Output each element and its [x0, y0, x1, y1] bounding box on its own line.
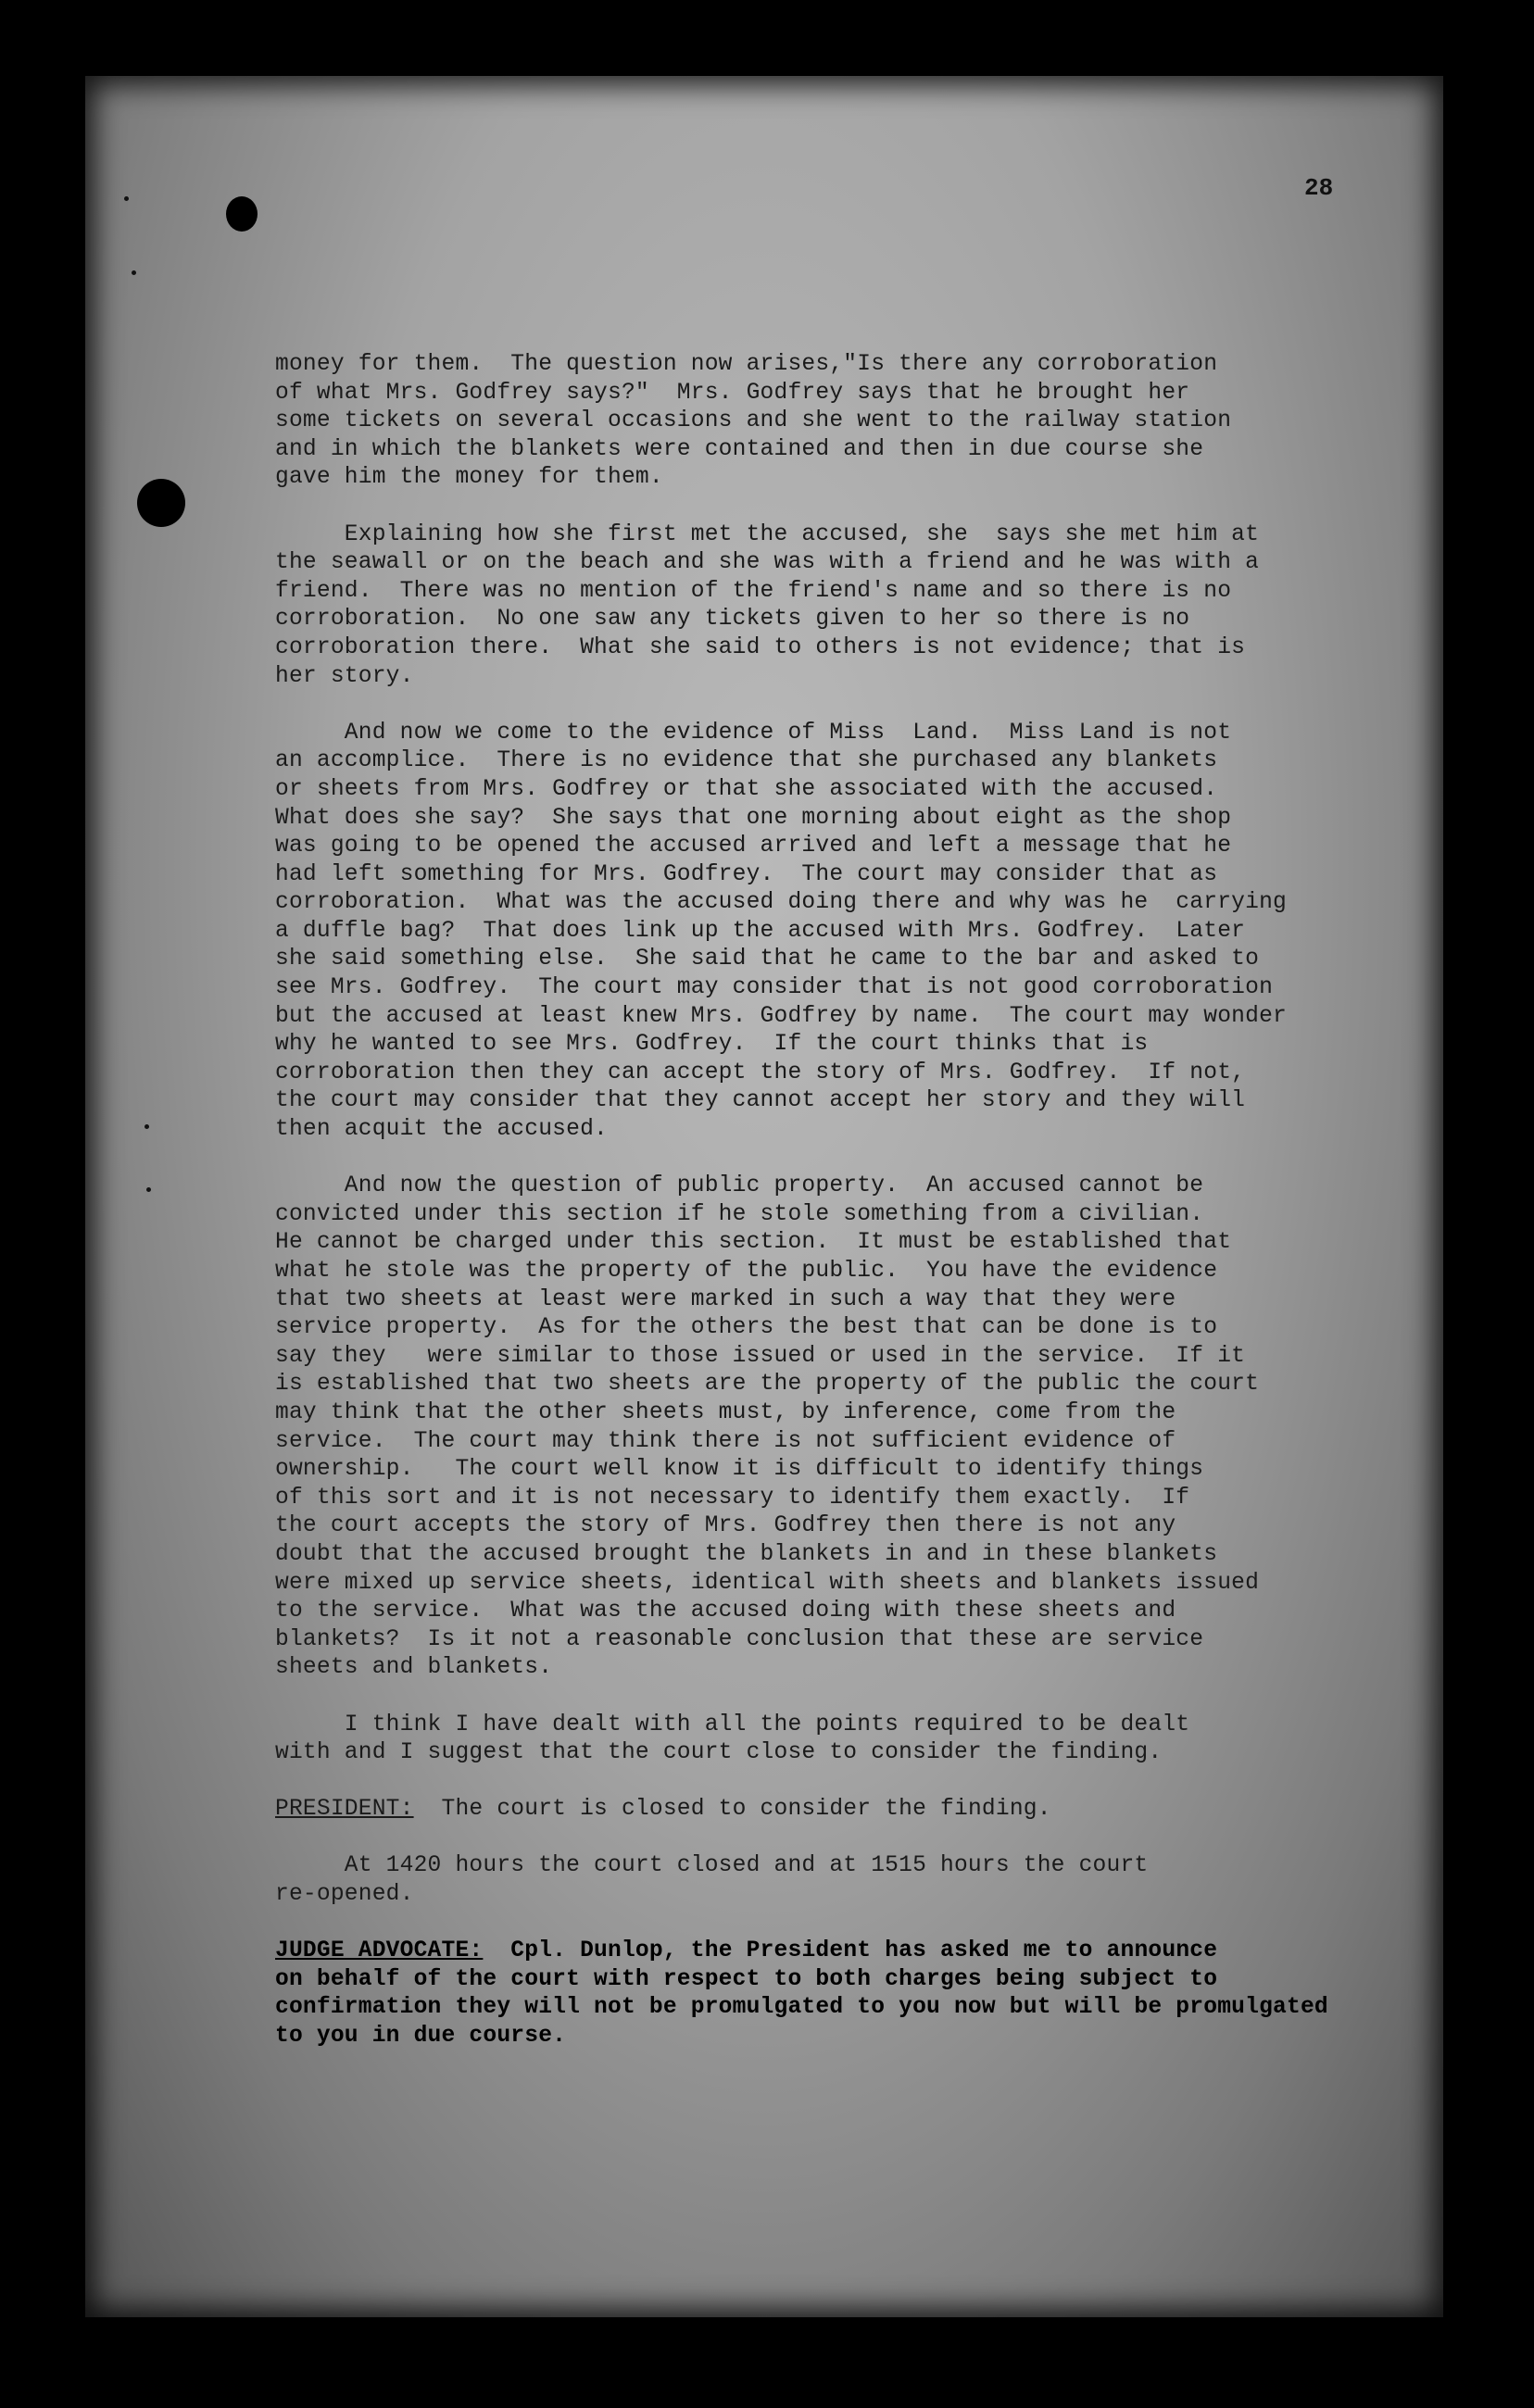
text-line	[275, 1116, 1443, 1145]
text-line	[275, 1796, 1443, 1825]
line-text: re-opened.	[275, 1882, 414, 1908]
line-text: say they were similar to those issued or used in the service. If it	[275, 1343, 1246, 1369]
line-text: with and I suggest that the court close to consider the finding.	[275, 1740, 1163, 1766]
text-line	[275, 436, 1443, 465]
text-line	[275, 1173, 1443, 1201]
text-line	[275, 578, 1443, 607]
punch-hole-top	[226, 196, 258, 232]
line-text: Explaining how she first met the accused, she says she met him at	[275, 521, 1260, 547]
paragraph-gap	[275, 1768, 1443, 1797]
line-text: What does she say? She says that one morning about eight as the shop	[275, 805, 1232, 831]
line-text: corroboration then they can accept the story of Mrs. Godfrey. If not,	[275, 1060, 1246, 1085]
document-body	[275, 351, 1443, 2051]
line-text: And now the question of public property. An accused cannot be	[275, 1173, 1204, 1199]
text-line	[275, 464, 1443, 493]
line-text: is established that two sheets are the property of the public the court	[275, 1372, 1260, 1398]
speaker-label: PRESIDENT:	[275, 1797, 414, 1823]
line-text: an accomplice. There is no evidence that she purchased any blankets	[275, 748, 1218, 774]
text-line	[275, 1598, 1443, 1626]
text-line	[275, 1428, 1443, 1457]
line-text: and in which the blankets were contained and then in due course she	[275, 436, 1204, 462]
speck	[145, 1124, 149, 1129]
text-line	[275, 549, 1443, 578]
text-line	[275, 1881, 1443, 1910]
line-text: but the accused at least knew Mrs. Godfrey by name. The court may wonder	[275, 1003, 1287, 1029]
line-text: some tickets on several occasions and she went to the railway station	[275, 408, 1232, 434]
line-text: of what Mrs. Godfrey says?" Mrs. Godfrey says that he brought her	[275, 380, 1190, 406]
paragraph-gap	[275, 1825, 1443, 1853]
paragraph-gap	[275, 493, 1443, 521]
text-line	[275, 889, 1443, 918]
line-text: a duffle bag? That does link up the accused with Mrs. Godfrey. Later	[275, 918, 1246, 944]
text-line	[275, 1456, 1443, 1485]
line-text: The court is closed to consider the finding.	[413, 1797, 1051, 1823]
text-line	[275, 1399, 1443, 1428]
line-text: was going to be opened the accused arrived and left a message that he	[275, 834, 1232, 859]
line-text: the court accepts the story of Mrs. Godfrey then there is not any	[275, 1513, 1176, 1539]
page-number: 28	[1304, 174, 1334, 202]
line-text: service property. As for the others the best that can be done is to	[275, 1315, 1218, 1341]
line-text: to the service. What was the accused doing with these sheets and	[275, 1599, 1176, 1624]
line-text: on behalf of the court with respect to both charges being subject to	[275, 1966, 1218, 1992]
text-line	[275, 1229, 1443, 1258]
text-line	[275, 1371, 1443, 1399]
text-line	[275, 1541, 1443, 1570]
speck	[146, 1187, 151, 1192]
line-text: convicted under this section if he stole something from a civilian.	[275, 1201, 1204, 1227]
line-text: or sheets from Mrs. Godfrey or that she associated with the accused.	[275, 776, 1218, 802]
paragraph-gap	[275, 1910, 1443, 1938]
text-line	[275, 606, 1443, 634]
line-text: why he wanted to see Mrs. Godfrey. If the court thinks that is	[275, 1032, 1149, 1058]
punch-hole-middle	[137, 479, 185, 527]
line-text: see Mrs. Godfrey. The court may consider that is not good corroboration	[275, 975, 1274, 1001]
text-line	[275, 663, 1443, 692]
text-line	[275, 1739, 1443, 1768]
line-text: He cannot be charged under this section. It must be established that	[275, 1230, 1232, 1256]
text-line	[275, 1626, 1443, 1655]
line-text: were mixed up service sheets, identical with sheets and blankets issued	[275, 1570, 1260, 1596]
text-line	[275, 974, 1443, 1003]
line-text: confirmation they will not be promulgated to you now but will be promulgated	[275, 1995, 1328, 2021]
line-text: I think I have dealt with all the points required to be dealt	[275, 1712, 1190, 1737]
text-line	[275, 1343, 1443, 1372]
text-line	[275, 1201, 1443, 1230]
line-text: At 1420 hours the court closed and at 1515 hours the court	[275, 1853, 1149, 1879]
line-text: she said something else. She said that he came to the bar and asked to	[275, 947, 1260, 972]
line-text: And now we come to the evidence of Miss Land. Miss Land is not	[275, 720, 1232, 746]
line-text: Cpl. Dunlop, the President has asked me to announce	[483, 1938, 1218, 1964]
text-line	[275, 1654, 1443, 1683]
line-text: the court may consider that they cannot accept her story and they will	[275, 1088, 1246, 1114]
line-text: corroboration. What was the accused doing there and why was he carrying	[275, 890, 1287, 916]
text-line	[275, 1060, 1443, 1088]
speaker-label: JUDGE ADVOCATE:	[275, 1938, 484, 1964]
text-line	[275, 747, 1443, 776]
text-line	[275, 1031, 1443, 1060]
text-line	[275, 1712, 1443, 1740]
speck	[132, 270, 136, 275]
text-line	[275, 861, 1443, 890]
line-text: gave him the money for them.	[275, 465, 663, 491]
text-line	[275, 776, 1443, 805]
text-line	[275, 2023, 1443, 2051]
line-text: to you in due course.	[275, 2024, 567, 2050]
text-line	[275, 1258, 1443, 1286]
line-text: blankets? Is it not a reasonable conclusion that these are service	[275, 1626, 1204, 1652]
text-line	[275, 521, 1443, 550]
text-line	[275, 720, 1443, 748]
text-line	[275, 1966, 1443, 1995]
text-line	[275, 1852, 1443, 1881]
paragraph-gap	[275, 1683, 1443, 1712]
line-text: of this sort and it is not necessary to identify them exactly. If	[275, 1485, 1190, 1511]
text-line	[275, 1003, 1443, 1032]
line-text: ownership. The court well know it is difficult to identify things	[275, 1457, 1204, 1483]
text-line	[275, 1512, 1443, 1541]
line-text: may think that the other sheets must, by inference, come from the	[275, 1399, 1176, 1425]
line-text: sheets and blankets.	[275, 1655, 553, 1681]
line-text: doubt that the accused brought the blankets in and in these blankets	[275, 1541, 1218, 1567]
text-line	[275, 1087, 1443, 1116]
line-text: friend. There was no mention of the friend's name and so there is no	[275, 578, 1232, 604]
text-line	[275, 833, 1443, 861]
speck	[124, 196, 129, 201]
line-text: then acquit the accused.	[275, 1117, 609, 1143]
text-line	[275, 351, 1443, 380]
document-page	[85, 76, 1443, 2317]
text-line	[275, 1485, 1443, 1513]
line-text: what he stole was the property of the public. You have the evidence	[275, 1259, 1218, 1284]
text-line	[275, 1938, 1443, 1966]
text-line	[275, 1314, 1443, 1343]
text-line	[275, 1570, 1443, 1599]
line-text: had left something for Mrs. Godfrey. The court may consider that as	[275, 861, 1218, 887]
line-text: that two sheets at least were marked in such a way that they were	[275, 1286, 1176, 1312]
paragraph-gap	[275, 691, 1443, 720]
paragraph-gap	[275, 1145, 1443, 1173]
line-text: the seawall or on the beach and she was with a friend and he was with a	[275, 550, 1260, 576]
text-line	[275, 380, 1443, 408]
line-text: money for them. The question now arises,"Is there any corroboration	[275, 352, 1218, 377]
text-line	[275, 634, 1443, 663]
line-text: her story.	[275, 663, 414, 689]
text-line	[275, 946, 1443, 974]
text-line	[275, 1994, 1443, 2023]
text-line	[275, 1286, 1443, 1315]
text-line	[275, 408, 1443, 436]
text-line	[275, 805, 1443, 834]
line-text: service. The court may think there is not sufficient evidence of	[275, 1428, 1176, 1454]
text-line	[275, 918, 1443, 947]
line-text: corroboration. No one saw any tickets given to her so there is no	[275, 607, 1190, 633]
line-text: corroboration there. What she said to others is not evidence; that is	[275, 634, 1246, 660]
